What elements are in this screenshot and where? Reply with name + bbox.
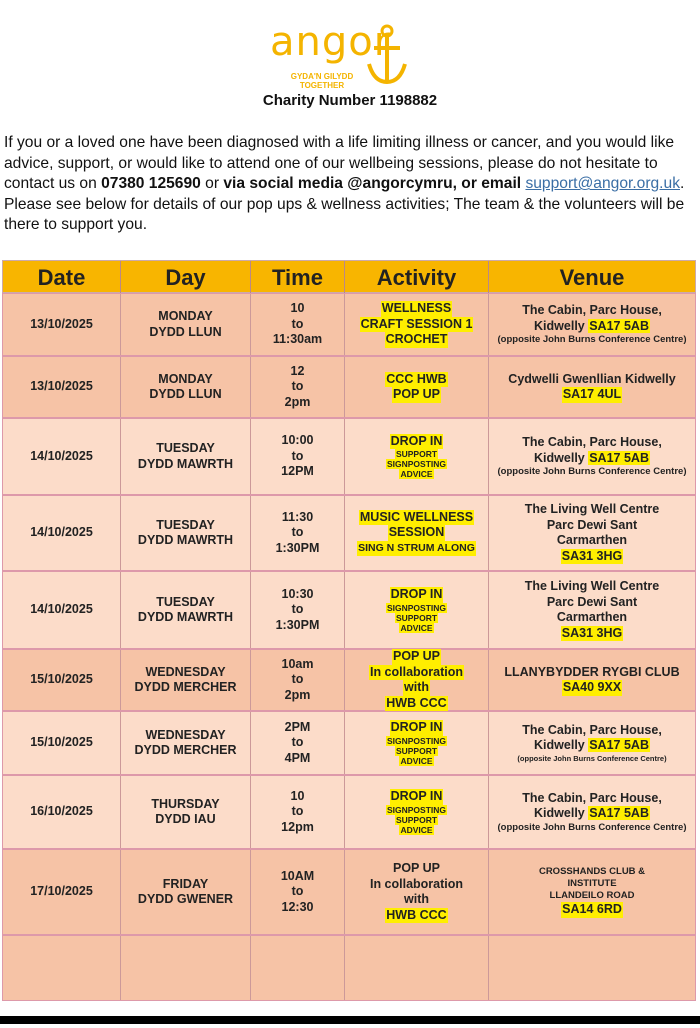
day-welsh: DYDD MAWRTH: [137, 456, 234, 471]
date: 17/10/2025: [30, 884, 93, 899]
day-cell: [121, 572, 251, 648]
time-to: to: [291, 448, 304, 463]
time-end: 11:30am: [272, 332, 323, 347]
day-welsh: DYDD LLUN: [149, 387, 222, 401]
time-cell: [251, 496, 345, 570]
activity-line: ADVICE: [400, 824, 433, 835]
venue-line: LLANYBYDDER RYGBI CLUB: [504, 664, 680, 679]
intro-text-3: . Please see below for details of our pop ups & wellness activities; The team & the volunteers will be there to support you.: [4, 175, 685, 234]
venue-note: (opposite John Burns Conference Centre): [497, 821, 687, 833]
logo-tagline: [284, 72, 360, 90]
date-cell: [3, 850, 121, 934]
bottom-bar: [0, 1016, 700, 1024]
date-cell: [3, 572, 121, 648]
venue-town: Kidwelly: [534, 738, 589, 752]
venue-line: Carmarthen: [556, 533, 628, 547]
day-cell: [121, 419, 251, 494]
charity-number: Charity Number 1198882: [262, 92, 438, 109]
day-cell: [121, 850, 251, 934]
venue-cell: [489, 572, 695, 648]
time-end: 2pm: [284, 394, 311, 409]
venue-cell: [489, 712, 695, 774]
venue-postcode: SA17 5AB: [589, 318, 649, 333]
activity-cell: [345, 572, 489, 648]
day-cell: [121, 712, 251, 774]
time-start: 10:00: [281, 433, 314, 448]
date-cell: [3, 712, 121, 774]
venue-line: INSTITUTE: [567, 878, 617, 890]
activity-cell: [345, 294, 489, 355]
day-cell: [121, 776, 251, 848]
time-end: 12pm: [281, 819, 314, 834]
day-welsh: DYDD LLUN: [149, 324, 222, 339]
activity-line: POP UP: [392, 861, 440, 875]
table-row: [2, 711, 696, 775]
date-cell: [3, 419, 121, 494]
activity-line: SIGNPOSTING: [386, 602, 447, 613]
table-row-empty: [2, 935, 696, 1001]
day-welsh: DYDD GWENER: [137, 892, 234, 906]
venue-line: The Cabin, Parc House,: [522, 303, 662, 317]
venue-line: [534, 319, 650, 335]
activity-line: SIGNPOSTING: [386, 459, 447, 470]
time-end: 12PM: [281, 464, 314, 479]
empty-cell: [121, 936, 251, 1000]
activity-cell: [345, 712, 489, 774]
activity-line: HWB CCC: [386, 907, 447, 922]
time-start: 10:30: [281, 586, 314, 601]
venue-line: LLANDEILO ROAD: [549, 890, 635, 902]
time-to: to: [291, 602, 304, 617]
activity-line: DROP IN: [390, 587, 443, 602]
venue-postcode: SA17 5AB: [589, 450, 649, 465]
logo-tagline-welsh: GYDA'N GILYDD: [290, 72, 354, 81]
time-cell: [251, 650, 345, 710]
venue-line: [534, 738, 650, 754]
venue-cell: [489, 496, 695, 570]
activity-line: SUPPORT: [395, 612, 438, 623]
logo-tagline-english: TOGETHER: [299, 81, 345, 90]
venue-line: Parc Dewi Sant: [546, 594, 638, 609]
table-row: [2, 418, 696, 495]
anchor-icon: [366, 24, 408, 86]
activity-line: POP UP: [392, 387, 440, 401]
venue-line: Parc Dewi Sant: [546, 517, 638, 532]
date-cell: [3, 776, 121, 848]
day-welsh: DYDD MERCHER: [134, 743, 237, 757]
day-welsh: DYDD MERCHER: [134, 680, 237, 694]
venue-line: The Cabin, Parc House,: [522, 722, 662, 737]
activity-cell: [345, 357, 489, 417]
table-row: [2, 775, 696, 849]
activity-line: HWB CCC: [386, 695, 447, 710]
time-start: 11:30: [281, 509, 314, 524]
day-english: TUESDAY: [156, 517, 215, 532]
time-to: to: [291, 735, 304, 750]
time-start: 10AM: [280, 868, 315, 883]
time-end: 12:30: [281, 899, 314, 914]
time-cell: [251, 850, 345, 934]
venue-postcode: SA31 3HG: [561, 625, 623, 640]
intro-text-1: If you or a loved one have been diagnosed with a life limiting illness or cancer, and you would like advice, support, or would like to attend one of our wellbeing sessions, please do not hesitate to contact us on: [4, 134, 675, 193]
day-cell: [121, 496, 251, 570]
activity-line: SUPPORT: [395, 745, 438, 756]
venue-town: Kidwelly: [534, 318, 589, 333]
activity-line: ADVICE: [400, 622, 433, 633]
time-start: 12: [290, 363, 305, 378]
header-venue: Venue: [559, 265, 625, 290]
venue-line: Carmarthen: [556, 610, 628, 624]
date-cell: [3, 357, 121, 417]
date-cell: [3, 294, 121, 355]
header-date: Date: [3, 261, 121, 294]
activity-line: DROP IN: [390, 789, 443, 804]
venue-cell: [489, 294, 695, 355]
day-welsh: DYDD MAWRTH: [137, 533, 234, 547]
activity-line: with: [404, 680, 429, 694]
day-english: FRIDAY: [162, 876, 209, 891]
time-end: 1:30PM: [275, 540, 320, 555]
time-cell: [251, 712, 345, 774]
empty-cell: [3, 936, 121, 1000]
venue-line: [534, 451, 650, 467]
empty-cell: [345, 936, 489, 1000]
day-english: MONDAY: [158, 309, 213, 323]
venue-cell: [489, 357, 695, 417]
venue-town: Kidwelly: [534, 806, 589, 820]
empty-cell: [489, 936, 695, 1000]
time-end: 4PM: [284, 750, 311, 765]
activity-line: ADVICE: [400, 755, 433, 766]
activity-line: SUPPORT: [395, 449, 438, 460]
day-english: MONDAY: [158, 371, 213, 386]
date-cell: [3, 650, 121, 710]
activity-cell: [345, 776, 489, 848]
time-cell: [251, 776, 345, 848]
activity-line: DROP IN: [390, 720, 443, 735]
activity-line: SIGNPOSTING: [386, 804, 447, 815]
venue-line: The Cabin, Parc House,: [522, 790, 662, 805]
day-english: THURSDAY: [151, 796, 220, 811]
venue-postcode: SA17 4UL: [562, 387, 622, 401]
date: 15/10/2025: [30, 735, 93, 750]
table-header: [2, 260, 696, 293]
date: 16/10/2025: [30, 804, 93, 819]
venue-cell: [489, 850, 695, 934]
time-to: to: [291, 379, 304, 394]
activity-line: SESSION: [388, 525, 445, 540]
table-row: [2, 571, 696, 649]
activity-line: WELLNESS: [381, 301, 452, 316]
venue-line: The Living Well Centre: [524, 579, 660, 593]
activity-line: SIGNPOSTING: [386, 735, 447, 746]
time-cell: [251, 572, 345, 648]
email-link[interactable]: support@angor.org.uk: [525, 175, 680, 193]
venue-postcode: SA17 5AB: [589, 806, 649, 820]
venue-line: CROSSHANDS CLUB &: [538, 866, 646, 878]
phone-number[interactable]: 07380 125690: [101, 175, 201, 193]
date: 14/10/2025: [30, 525, 93, 540]
intro-paragraph: [4, 133, 694, 236]
date-cell: [3, 496, 121, 570]
venue-note: (opposite John Burns Conference Centre): [497, 334, 687, 345]
activity-line: SING N STRUM ALONG: [357, 541, 476, 557]
activity-line: ADVICE: [400, 469, 433, 480]
venue-postcode: SA31 3HG: [561, 548, 623, 563]
table-row: [2, 849, 696, 935]
activity-line: In collaboration: [369, 664, 464, 679]
venue-town: Kidwelly: [534, 450, 589, 465]
time-start: 10: [290, 301, 305, 316]
venue-note: (opposite John Burns Conference Centre): [517, 753, 667, 763]
table-row: [2, 356, 696, 418]
day-english: WEDNESDAY: [145, 727, 226, 742]
venue-cell: [489, 650, 695, 710]
day-cell: [121, 357, 251, 417]
intro-text-2: or: [200, 175, 224, 193]
time-start: 10am: [281, 656, 314, 671]
logo-wordmark: angor: [270, 19, 392, 65]
activity-cell: [345, 850, 489, 934]
day-english: TUESDAY: [156, 594, 215, 609]
activity-line: MUSIC WELLNESS: [359, 509, 474, 524]
empty-cell: [251, 936, 345, 1000]
date: 14/10/2025: [30, 602, 93, 617]
header-activity: Activity: [345, 261, 489, 294]
day-english: WEDNESDAY: [145, 664, 226, 679]
venue-cell: [489, 776, 695, 848]
activity-cell: [345, 650, 489, 710]
date: 13/10/2025: [30, 379, 93, 394]
activity-cell: [345, 496, 489, 570]
time-to: to: [291, 316, 304, 331]
venue-postcode: SA17 5AB: [589, 738, 649, 752]
schedule-table: [2, 260, 696, 1028]
table-row: [2, 495, 696, 571]
activity-line: SUPPORT: [395, 814, 438, 825]
activity-cell: [345, 419, 489, 494]
venue-postcode: SA14 6RD: [562, 902, 622, 917]
venue-line: [534, 806, 650, 822]
venue-note: (opposite John Burns Conference Centre): [497, 466, 687, 477]
activity-line: CROCHET: [385, 332, 448, 347]
header-day: Day: [121, 261, 251, 294]
activity-line: POP UP: [392, 649, 440, 663]
venue-postcode: SA40 9XX: [562, 680, 622, 694]
time-to: to: [291, 884, 304, 899]
time-cell: [251, 357, 345, 417]
activity-line: DROP IN: [390, 433, 443, 448]
table-row: [2, 649, 696, 711]
day-welsh: DYDD MAWRTH: [137, 610, 234, 624]
date: 14/10/2025: [30, 448, 93, 463]
time-end: 2pm: [284, 687, 311, 702]
activity-line: with: [404, 892, 429, 906]
day-cell: [121, 294, 251, 355]
activity-line: CRAFT SESSION 1: [360, 316, 473, 331]
time-start: 10: [290, 788, 305, 803]
day-cell: [121, 650, 251, 710]
time-cell: [251, 294, 345, 355]
venue-cell: [489, 419, 695, 494]
time-to: to: [291, 525, 304, 540]
time-end: 1:30PM: [275, 617, 320, 632]
time-to: to: [291, 804, 304, 819]
date: 13/10/2025: [30, 316, 93, 331]
date: 15/10/2025: [30, 672, 93, 687]
time-cell: [251, 419, 345, 494]
day-welsh: DYDD IAU: [155, 812, 216, 826]
header-time: Time: [251, 261, 345, 294]
venue-line: The Cabin, Parc House,: [522, 435, 662, 449]
table-row: [2, 293, 696, 356]
time-to: to: [291, 672, 304, 687]
time-start: 2PM: [284, 719, 311, 734]
activity-line: In collaboration: [369, 876, 464, 891]
angor-logo: [270, 20, 410, 90]
venue-line: The Living Well Centre: [524, 502, 660, 516]
activity-line: CCC HWB: [386, 371, 447, 386]
social-media-text: via social media @angorcymru, or email: [223, 175, 522, 193]
venue-line: Cydwelli Gwenllian Kidwelly: [508, 371, 676, 386]
day-english: TUESDAY: [156, 441, 215, 455]
